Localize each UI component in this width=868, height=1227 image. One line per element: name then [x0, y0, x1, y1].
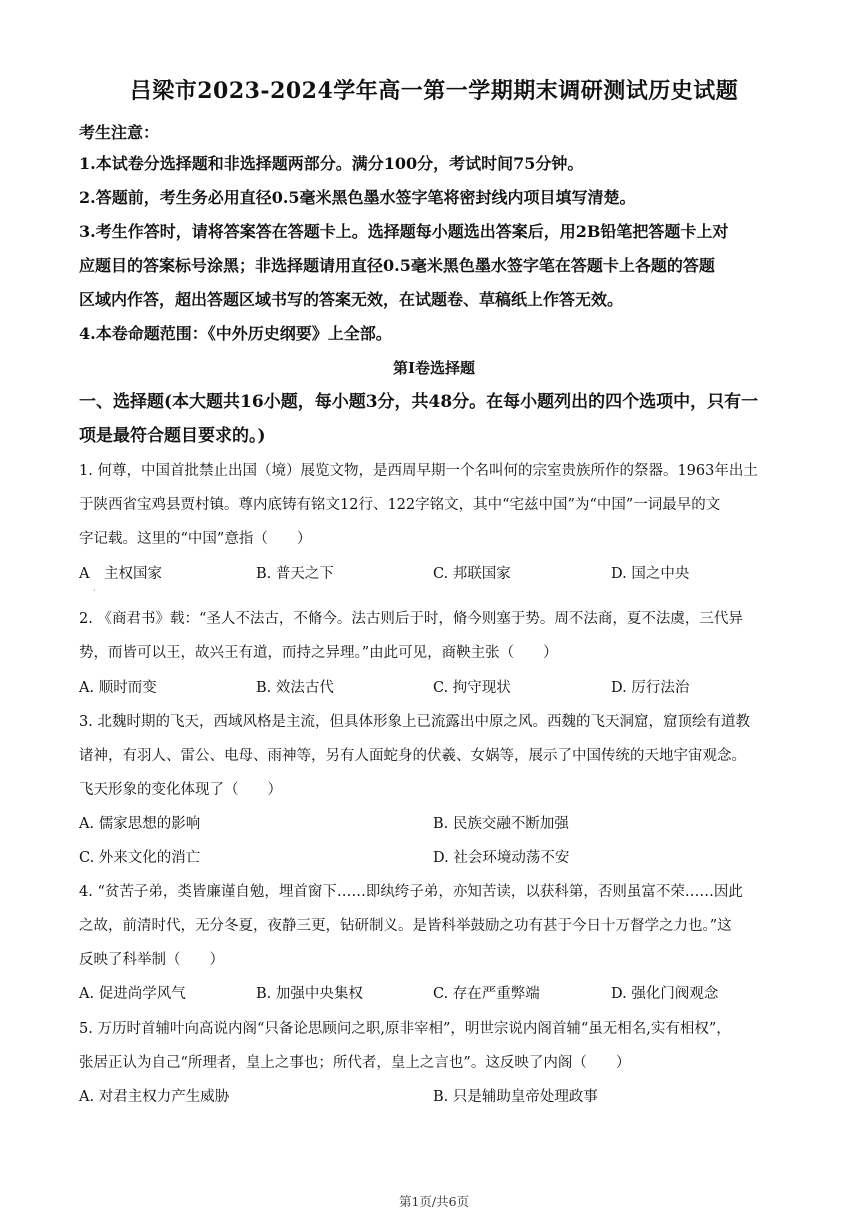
notice-line: 应题目的答案标号涂黑；非选择题请用直径0.5毫米黑色墨水签字笔在答题卡上各题的答题 [79, 256, 715, 275]
question-5-option-a: A. 对君主权力产生威胁 [79, 1089, 230, 1105]
section-instructions: 项是最符合题目要求的。) [79, 426, 266, 446]
question-4-text: 之故，前清时代，无分冬夏，夜静三更，钻研制义。是皆科举鼓励之功有甚于今日十万督学之力也。”这 [79, 918, 732, 934]
question-3-text: 诸神，有羽人、雷公、电母、雨神等，另有人面蛇身的伏羲、女娲等，展示了中国传统的天地宇宙观念。 [79, 748, 746, 764]
question-5-option-b: B. 只是辅助皇帝处理政事 [433, 1089, 598, 1105]
question-3-text: 3. 北魏时期的飞天，西域风格是主流，但具体形象上已流露出中原之风。西魏的飞天洞窟，窟顶绘有道教 [79, 714, 750, 730]
question-3-option-d: D. 社会环境动荡不安 [433, 850, 570, 866]
question-1-option-b: B. 普天之下 [256, 566, 334, 582]
question-1-text: 于陕西省宝鸡县贾村镇。尊内底铸有铭文12行、122字铭文，其中“宅兹中国”为“中国”一词最早的文 [79, 497, 721, 513]
question-1-option-d: D. 国之中央 [611, 566, 690, 582]
question-2-option-a: A. 顺时而变 [79, 680, 157, 696]
question-2-option-c: C. 拘守现状 [433, 680, 511, 696]
question-1-option-a: A 主权国家 [79, 566, 162, 582]
question-3-option-c: C. 外来文化的消亡 [79, 850, 201, 866]
notice-line: 3.考生作答时，请将答案答在答题卡上。选择题每小题选出答案后，用2B铅笔把答题卡上对 [79, 222, 729, 241]
question-2-text: 势，而皆可以王，故兴王有道，而持之异理。”由此可见，商鞅主张（ ） [79, 645, 558, 661]
question-4-option-b: B. 加强中央集权 [256, 986, 363, 1002]
section-instructions: 一、选择题(本大题共16小题，每小题3分，共48分。在每小题列出的四个选项中，只有一 [79, 392, 759, 412]
question-5-text: 张居正认为自己“所理者，皇上之事也；所代者，皇上之言也”。这反映了内阁（ ） [79, 1055, 631, 1071]
question-1-text: 字记载。这里的“中国”意指（ ） [79, 531, 312, 547]
question-4-option-d: D. 强化门阀观念 [611, 986, 719, 1002]
question-3-option-a: A. 儒家思想的影响 [79, 816, 201, 832]
stray-dot: · [93, 586, 96, 595]
question-1-text: 1. 何尊，中国首批禁止出国（境）展览文物，是西周早期一个名叫何的宗室贵族所作的祭器。1963年出土 [79, 463, 758, 479]
notice-line: 1.本试卷分选择题和非选择题两部分。满分100分，考试时间75分钟。 [79, 154, 584, 173]
question-4-option-a: A. 促进尚学风气 [79, 986, 186, 1002]
notice-line: 4.本卷命题范围：《中外历史纲要》上全部。 [79, 324, 392, 343]
question-3-text: 飞天形象的变化体现了（ ） [79, 782, 282, 798]
question-2-text: 2. 《商君书》载：“圣人不法古，不脩今。法古则后于时，脩今则塞于势。周不法商，夏不法虞，三代异 [79, 611, 743, 627]
question-3-option-b: B. 民族交融不断加强 [433, 816, 569, 832]
question-4-option-c: C. 存在严重弊端 [433, 986, 540, 1002]
question-2-option-b: B. 效法古代 [256, 680, 334, 696]
notice-line: 区域内作答，超出答题区域书写的答案无效，在试题卷、草稿纸上作答无效。 [79, 290, 624, 309]
question-4-text: 反映了科举制（ ） [79, 952, 224, 968]
section-title: 第Ⅰ卷选择题 [392, 359, 476, 377]
notice-heading: 考生注意： [79, 123, 160, 142]
question-4-text: 4. “贫苦子弟，类皆廉谨自勉，埋首窗下……即纨绔子弟，亦知苦读，以获科第，否则虽富不荣……因此 [79, 884, 743, 900]
question-5-text: 5. 万历时首辅叶向高说内阁“只备论思顾问之职,原非宰相”，明世宗说内阁首辅“虽无相名,实有相权”， [79, 1021, 731, 1037]
page-title: 吕梁市2023-2024学年高一第一学期期末调研测试历史试题 [129, 78, 739, 104]
question-1-option-c: C. 邦联国家 [433, 566, 511, 582]
notice-line: 2.答题前，考生务必用直径0.5毫米黑色墨水签字笔将密封线内项目填写清楚。 [79, 188, 636, 207]
question-2-option-d: D. 厉行法治 [611, 680, 690, 696]
page-footer: 第1页/共6页 [398, 1194, 470, 1209]
